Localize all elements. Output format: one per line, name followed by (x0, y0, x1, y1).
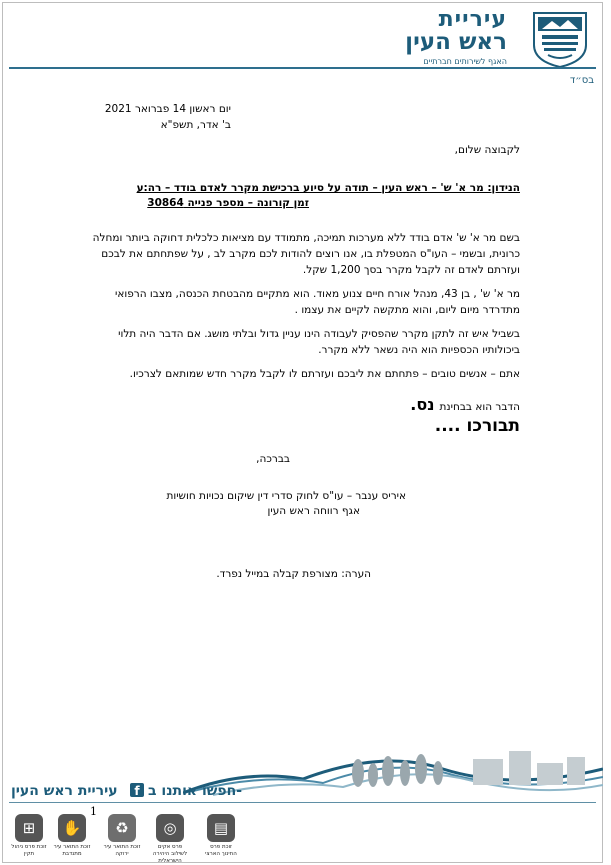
paragraph-2-line2: מתדרדר מיום ליום, והוא מתקשה לקיים את עצמו . (294, 304, 520, 316)
paragraph-2-line1: מר א' ש' , בן 43, מנהל אורח חיים צנוע מאוד. הוא מתקיים מהבטחת הכנסה, מצבו הרפואי (115, 288, 520, 300)
hands-icon: ✋ (58, 814, 86, 842)
date-gregorian: יום ראשון 14 פברואר 2021 (104, 103, 231, 115)
department-name: האגף לשירותים חברתיים (423, 57, 507, 66)
award-education: ▤ זוכת פרס החינוך הארצי (202, 814, 240, 858)
letter-page (2, 2, 603, 863)
header-divider (9, 67, 596, 69)
subject-line1: הנידון: מר א' ש' – ראש העין – תודה על סיוע ברכישת מקרר לאדם בודד – רה:ע (136, 182, 520, 194)
award-sound-management: ⊞ זוכת פרס ניהול תקין (10, 814, 48, 858)
facebook-icon[interactable]: f (130, 783, 144, 797)
bsd-mark: בס״ד (569, 75, 594, 86)
paragraph-1-line2: כרונית, ובשמי – העו"ס המטפלת בו, אנו רוצים להודות לכם מקרב לב , על שפתחתם את לבכם (101, 248, 520, 260)
city-name-line2: ראש העין (405, 29, 507, 55)
paragraph-1-line3: ועזרתם לאדם זה לקבל מקרר בסך 1,200 שקל. (302, 264, 520, 276)
paragraph-3-line2: ביכולותיו הכספיות הוא היה נשאר ללא מקרר. (318, 344, 520, 356)
miracle-word: נס. (410, 395, 435, 414)
subject-line2: זמן קורונה – מספר פנייה 30864 (147, 197, 309, 209)
award-volunteer-city: ✋ זוכת התואר עיר מתנדבת (53, 814, 91, 858)
date-hebrew: ב' אדר, תשפ"א (160, 119, 231, 131)
signature-line2: אגף רווחה ראש העין (267, 505, 360, 517)
signature-line1: איריס ענבר – עו"ס לחוק סדרי דין שיקום נכויות חושיות (166, 490, 406, 502)
award-akim: ◎ פרס אקים לשילוב היהירה הישראלית (151, 814, 189, 865)
city-skyline-illustration (183, 729, 603, 801)
facebook-city: עיריית ראש העין (11, 783, 118, 799)
page-number: 1 (90, 805, 97, 818)
miracle-line (410, 395, 520, 415)
book-icon: ▤ (207, 814, 235, 842)
award-green-city: ♻ זוכת התואר עיר ירוקה (103, 814, 141, 858)
footer-divider (9, 802, 596, 803)
note: הערה: מצורפת קבלה במייל נפרד. (216, 568, 371, 580)
closing: בברכה, (256, 453, 290, 465)
miracle-prefix: הדבר הוא בבחינת (439, 401, 520, 413)
blessing: תבורכו .... (434, 416, 520, 436)
paragraph-3-line1: בשביל איש זה לתקן מקרר שהפסיק לעבודה הינו עניין גדול ובלתי מושג. אם הדבר היה תלוי (118, 328, 520, 340)
paragraph-4: אתם – אנשים טובים – פתחתם את ליבכם ועזרתם לו לקבל מקרר חדש שמותאם לצרכיו. (129, 368, 520, 380)
greeting: לקבוצה שלום, (454, 144, 520, 156)
org-chart-icon: ⊞ (15, 814, 43, 842)
city-name-line1: עיריית (438, 7, 507, 32)
paragraph-1-line1: בשם מר א' ש' אדם בודד ללא מערכות תמיכה, מתמודד עם מציאות כלכלית דחוקה ביותר ומחלה (92, 232, 520, 244)
facebook-text: חפשו אותנו ב- (148, 783, 243, 799)
facebook-line[interactable] (11, 783, 118, 799)
city-emblem-icon (528, 9, 592, 69)
award-ring-icon: ◎ (156, 814, 184, 842)
recycle-icon: ♻ (108, 814, 136, 842)
